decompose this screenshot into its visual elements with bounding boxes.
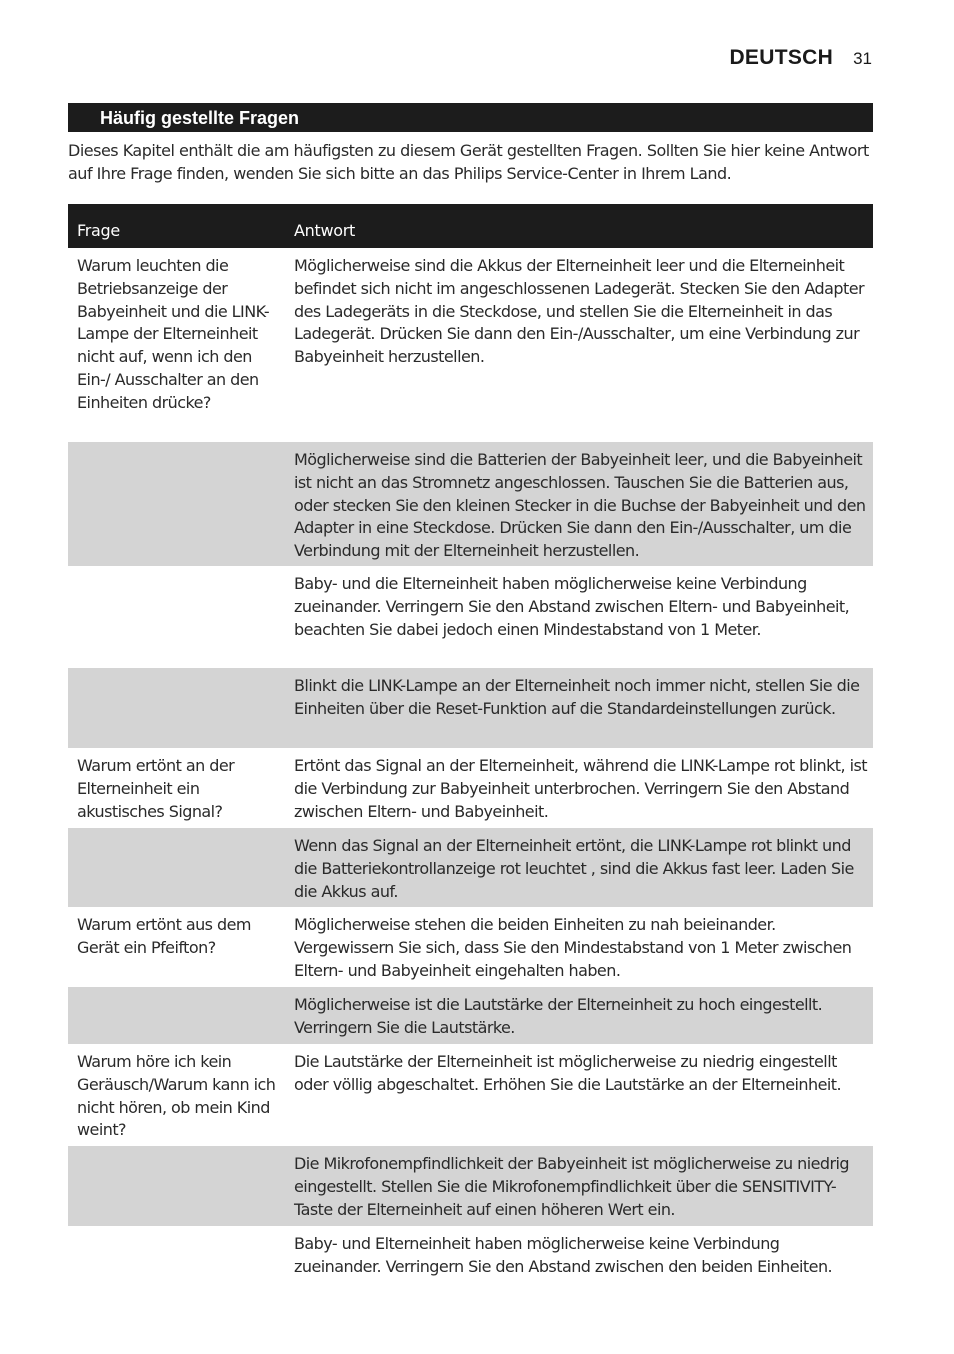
answer-cell: Möglicherweise sind die Batterien der Babyeinheit leer, und die Babyeinheit ist nicht an das Stromnetz angeschlossen. Tauschen Sie die Batterien aus, oder stecken Sie den kleinen Stecker in die Buchse der Babyeinheit und den Adapter in eine Steckdose. Drücken Sie dann den Ein-/Ausschalter, um die Verbindung mit der Elterneinheit herzustellen. [294,450,866,561]
table-row [68,1226,873,1286]
answer-cell: Die Lautstärke der Elterneinheit ist möglicherweise zu niedrig eingestellt oder völlig abgeschaltet. Erhöhen Sie die Lautstärke an der Elterneinheit. [294,1052,842,1094]
table-row [68,748,873,828]
language-label: DEUTSCH [729,46,834,69]
answer-cell: Möglicherweise stehen die beiden Einheiten zu nah beieinander. Vergewissern Sie sich, dass Sie den Mindestabstand von 1 Meter zwischen Eltern- und Babyeinheit eingehalten haben. [294,915,852,980]
question-cell [68,828,285,907]
table-header [68,204,873,248]
table-row [68,668,873,748]
answer-cell: Baby- und Elterneinheit haben möglicherweise keine Verbindung zueinander. Verringern Sie den Abstand zwischen den beiden Einheiten. [294,1234,833,1276]
table-row [68,987,873,1044]
table-row [68,442,873,566]
question-cell: Warum ertönt an der Elterneinheit ein akustisches Signal? [77,756,235,821]
table-row [68,907,873,987]
header-answer: Antwort [294,221,355,240]
section-heading-bar [68,103,873,132]
question-cell: Warum leuchten die Betriebsanzeige der Babyeinheit und die LINK-Lampe der Elterneinheit nicht auf, wenn ich den Ein-/ Ausschalter an den Einheiten drücke? [77,256,270,412]
section-title: Häufig gestellte Fragen [100,108,300,128]
table-row [68,1146,873,1226]
question-cell [68,1146,285,1226]
header-question: Frage [77,221,120,240]
intro-paragraph: Dieses Kapitel enthält die am häufigsten zu diesem Gerät gestellten Fragen. Sollten Sie hier keine Antwort auf Ihre Frage finden, wenden Sie sich bitte an das Philips Service-Center in Ihrem Land. [68,141,869,183]
table-row [68,1044,873,1146]
answer-cell: Baby- und die Elterneinheit haben möglicherweise keine Verbindung zueinander. Verringern Sie den Abstand zwischen Eltern- und Babyeinheit, beachten Sie dabei jedoch einen Mindestabstand von 1 Meter. [294,574,850,639]
answer-cell: Ertönt das Signal an der Elterneinheit, während die LINK-Lampe rot blinkt, ist die Verbindung zur Babyeinheit unterbrochen. Verringern Sie den Abstand zwischen Eltern- und Babyeinheit. [294,756,867,821]
answer-cell: Wenn das Signal an der Elterneinheit ertönt, die LINK-Lampe rot blinkt und die Batteriekontrollanzeige rot leuchtet , sind die Akkus fast leer. Laden Sie die Akkus auf. [294,836,854,901]
page-number: 31 [853,49,872,68]
faq-table [68,204,873,1286]
table-row [68,566,873,668]
question-cell: Warum ertönt aus dem Gerät ein Pfeifton? [77,915,251,957]
question-cell [68,987,285,1044]
table-row [68,828,873,907]
answer-cell: Möglicherweise sind die Akkus der Elterneinheit leer und die Elterneinheit befindet sich nicht im angeschlossenen Ladegerät. Stecken Sie den Adapter des Ladegeräts in die Steckdose, und stellen Sie die Elterneinheit in das Ladegerät. Drücken Sie dann den Ein-/Ausschalter, um eine Verbindung zur Babyeinheit herzustellen. [294,256,865,367]
table-row [68,248,873,442]
answer-cell: Blinkt die LINK-Lampe an der Elterneinheit noch immer nicht, stellen Sie die Einheiten über die Reset-Funktion auf die Standardeinstellungen zurück. [294,676,860,718]
answer-cell: Möglicherweise ist die Lautstärke der Elterneinheit zu hoch eingestellt. Verringern Sie die Lautstärke. [294,995,823,1037]
question-cell: Warum höre ich kein Geräusch/Warum kann ich nicht hören, ob mein Kind weint? [77,1052,276,1140]
question-cell [68,668,285,748]
question-cell [68,1226,285,1286]
question-cell [68,442,285,566]
question-cell [68,566,285,668]
answer-cell: Die Mikrofonempfindlichkeit der Babyeinheit ist möglicherweise zu niedrig eingestellt. Stellen Sie die Mikrofonempfindlichkeit über die SENSITIVITY-Taste der Elterneinheit auf einen höheren Wert ein. [294,1154,850,1219]
page-header [729,46,872,70]
